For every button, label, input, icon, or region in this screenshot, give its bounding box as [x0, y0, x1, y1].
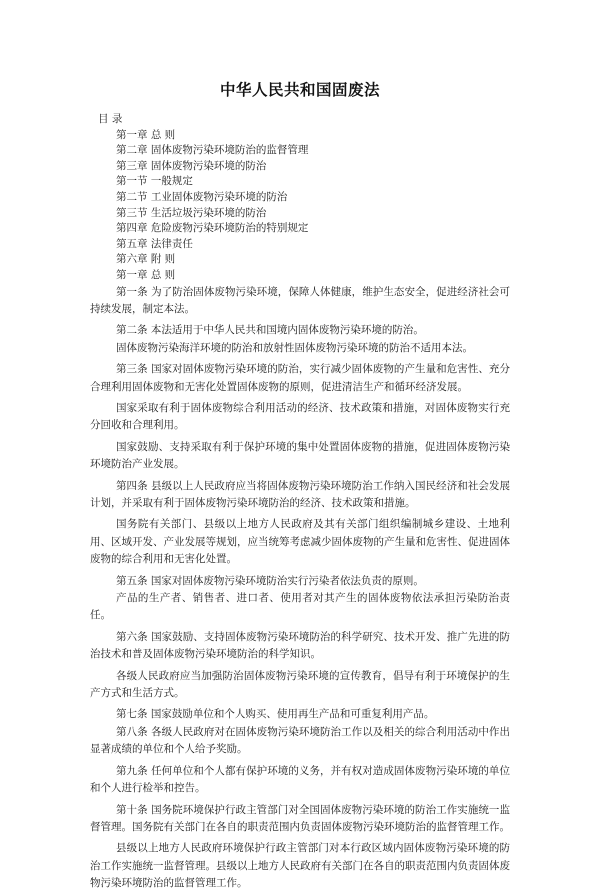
toc-item: 第一节 一般规定	[116, 175, 193, 188]
article-10: 第十条 国务院环境保护行政主管部门对全国固体废物污染环境的防治工作实施统一监督管理。国务院有关部门在各自的职责范围内负责固体废物污染环境防治的监督管理工作。	[90, 803, 510, 833]
document-body	[90, 284, 510, 893]
article-2: 第二条 本法适用于中华人民共和国境内固体废物污染环境的防治。	[116, 324, 424, 337]
article-4: 第四条 县级以上人民政府应当将固体废物污染环境防治工作纳入国民经济和社会发展计划，并采取有利于固体废物污染环境防治的经济、技术政策和措施。	[90, 479, 510, 509]
toc-item: 第三节 生活垃圾污染环境的防治	[116, 206, 267, 219]
article-9: 第九条 任何单位和个人都有保护环境的义务，并有权对造成固体废物污染环境的单位和个人进行检举和控告。	[90, 764, 510, 795]
article-2-para: 固体废物污染海洋环境的防治和放射性固体废物污染环境的防治不适用本法。	[116, 341, 473, 354]
toc-item: 第一章 总 则	[116, 128, 176, 141]
toc-item: 第五章 法律责任	[116, 237, 193, 250]
article-3-para: 国家鼓励、支持采取有利于保护环境的集中处置固体废物的措施，促进固体废物污染环境防治产业发展。	[90, 440, 510, 471]
toc-item: 第六章 附 则	[116, 253, 176, 266]
article-6: 第六条 国家鼓励、支持固体废物污染环境防治的科学研究、技术开发、推广先进的防治技术和普及固体废物污染环境防治的科学知识。	[90, 630, 510, 661]
toc-item: 第四章 危险废物污染环境防治的特别规定	[116, 222, 309, 235]
article-1: 第一条 为了防治固体废物污染环境，保障人体健康，维护生态安全，促进经济社会可持续发展，制定本法。	[90, 285, 510, 315]
toc-item: 第二章 固体废物污染环境防治的监督管理	[116, 144, 309, 157]
article-3: 第三条 国家对固体废物污染环境的防治，实行减少固体废物的产生量和危害性、充分合理利用固体废物和无害化处置固体废物的原则，促进清洁生产和循环经济发展。	[90, 363, 510, 393]
article-3-para: 国家采取有利于固体废物综合利用活动的经济、技术政策和措施，对固体废物实行充分回收和合理利用。	[90, 401, 510, 432]
article-7: 第七条 国家鼓励单位和个人购买、使用再生产品和可重复利用产品。	[116, 708, 435, 721]
toc-item: 第二节 工业固体废物污染环境的防治	[116, 190, 288, 203]
toc-item: 第三章 固体废物污染环境的防治	[116, 159, 267, 172]
table-of-contents	[90, 128, 510, 284]
toc-heading: 目 录	[98, 113, 123, 125]
document-title: 中华人民共和国固废法	[219, 81, 380, 99]
article-5: 第五条 国家对固体废物污染环境防治实行污染者依法负责的原则。	[116, 574, 424, 587]
article-5-para: 产品的生产者、销售者、进口者、使用者对其产生的固体废物依法承担污染防治责任。	[90, 592, 510, 622]
toc-item: 第一章 总 则	[116, 268, 176, 281]
article-6-para: 各级人民政府应当加强防治固体废物污染环境的宣传教育，倡导有利于环境保护的生产方式和生活方式。	[90, 669, 510, 700]
article-8: 第八条 各级人民政府对在固体废物污染环境防治工作以及相关的综合利用活动中作出显著成绩的单位和个人给予奖励。	[90, 725, 510, 756]
article-4-para: 国务院有关部门、县级以上地方人民政府及其有关部门组织编制城乡建设、土地利用、区域开发、产业发展等规划，应当统筹考虑减少固体废物的产生量和危害性、促进固体废物的综合利用和无害化处置。	[90, 518, 510, 566]
article-10-para: 县级以上地方人民政府环境保护行政主管部门对本行政区域内固体废物污染环境的防治工作实施统一监督管理。县级以上地方人民政府有关部门在各自的职责范围内负责固体废物污染环境防治的监督管理工作。	[90, 842, 510, 890]
